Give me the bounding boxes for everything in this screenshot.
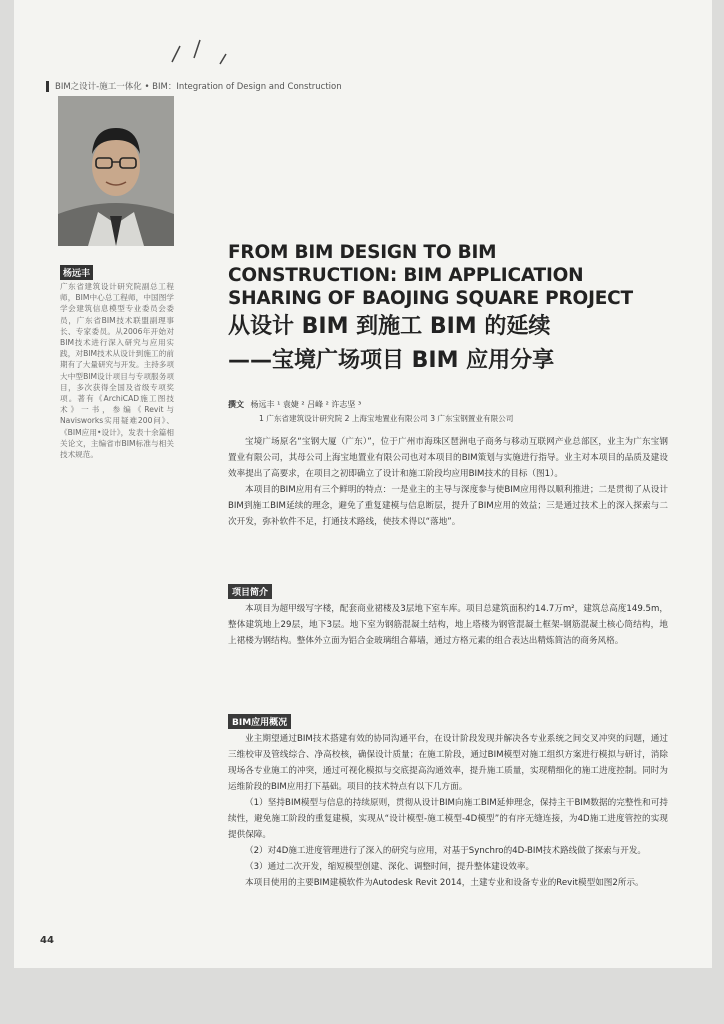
paragraph: 本项目的BIM应用有三个鲜明的特点：一是业主的主导与深度参与使BIM应用得以顺利推进；二是贯彻了从设计BIM到施工BIM延续的理念，避免了重复建模与信息断层，提升了BIM应用的效益；三是通过技术上的深入探索与二次开发，弥补软件不足，打通技术路线，使技术得以“落地”。 bbox=[228, 485, 668, 527]
author-bio: 广东省建筑设计研究院副总工程师，BIM中心总工程师，中国图学学会建筑信息模型专业委员会委员，广东省BIM技术联盟副理事长、专家委员。从2006年开始对BIM技术进行深入研究与应用实践，对BIM技术从设计到施工的前期有了大量研究与开发。主持多项大中型BIM设计项目与专项服务项目，多次获得全国及省级专项奖项。著有《ArchiCAD施工图技术》一书，参编《Revit与Navisworks实用疑难200问》、《BIM应用•设计》，发表十余篇相关论文，主编省市BIM标准与相关技术规范。 bbox=[60, 282, 174, 460]
paragraph: （2）对4D施工进度管理进行了深入的研究与应用，对基于Synchro的4D-BIM技术路线做了探索与开发。 bbox=[245, 846, 647, 856]
running-head-marker bbox=[46, 81, 49, 92]
article-subtitle-chinese: ——宝境广场项目 BIM 应用分享 bbox=[228, 348, 555, 373]
authors-names: 杨远丰 ¹ 袁婕 ² 吕峰 ² 许志坚 ³ bbox=[250, 400, 362, 409]
paragraph: 业主期望通过BIM技术搭建有效的协同沟通平台，在设计阶段发现并解决各专业系统之间交叉冲突的问题，通过三维校审及管线综合、净高校核，确保设计质量；在施工阶段，通过BIM模型对施工组织方案进行模拟与研讨，消除现场各专业施工的冲突，通过可视化模拟与交底提高沟通效率，提升施工质量，实现精细化的施工进度控制。同时为运维阶段的BIM应用打下基础。项目的技术特点有以下几方面。 bbox=[228, 734, 668, 792]
pen-scribble bbox=[160, 28, 250, 68]
bim-overview-section bbox=[228, 731, 668, 891]
running-head-text: BIM之设计-施工一体化 • BIM：Integration of Design and Construction bbox=[55, 82, 342, 92]
paragraph: 本项目为超甲级写字楼，配套商业裙楼及3层地下室车库。项目总建筑面积约14.7万m²，建筑总高度149.5m，整体建筑地上29层，地下3层。地下室为钢筋混凝土结构，地上塔楼为钢管混凝土框架-钢筋混凝土核心筒结构，地上裙楼为钢结构。整体外立面为铝合金玻璃组合幕墙，通过方格元素的组合表达出精炼简洁的商务风格。 bbox=[228, 604, 668, 646]
author-name-label: 杨远丰 bbox=[60, 265, 93, 280]
author-line bbox=[228, 399, 361, 410]
paragraph: 宝境广场原名“宝钢大厦（广东）”，位于广州市海珠区琶洲电子商务与移动互联网产业总部区，业主为广东宝钢置业有限公司，其母公司上海宝地置业有限公司也对本项目的BIM策划与实施进行指导。业主对本项目的品质及建设效率提出了高要求，在项目之初即确立了设计和施工阶段均应用BIM技术的目标（图1）。 bbox=[228, 437, 668, 479]
article-title-chinese: 从设计 BIM 到施工 BIM 的延续 bbox=[228, 314, 551, 339]
paragraph: （1）坚持BIM模型与信息的持续原则，贯彻从设计BIM向施工BIM延伸理念，保持主干BIM数据的完整性和可持续性，避免施工阶段的重复建模，实现从“设计模型-施工模型-4D模型”的有序无缝连接，为4D施工进度管控的实现提供保障。 bbox=[228, 798, 668, 840]
running-head bbox=[46, 79, 342, 93]
paragraph: （3）通过二次开发，缩短模型创建、深化、调整时间，提升整体建设效率。 bbox=[245, 862, 535, 872]
page-number: 44 bbox=[40, 935, 54, 946]
section-heading-bim-overview: BIM应用概况 bbox=[228, 714, 291, 729]
author-photo bbox=[58, 96, 174, 246]
intro-section bbox=[228, 434, 668, 530]
author-affiliations: 1 广东省建筑设计研究院 2 上海宝地置业有限公司 3 广东宝钢置业有限公司 bbox=[259, 414, 514, 423]
paragraph: 本项目使用的主要BIM建模软件为Autodesk Revit 2014，土建专业和设备专业的Revit模型如图2所示。 bbox=[245, 878, 644, 888]
authors-label: 撰文 bbox=[228, 400, 244, 409]
project-intro-section bbox=[228, 601, 668, 649]
article-title-english: FROM BIM DESIGN TO BIM CONSTRUCTION: BIM APPLICATION SHARING OF BAOJING SQUARE PROJECT bbox=[228, 242, 633, 309]
section-heading-project-intro: 项目简介 bbox=[228, 584, 272, 599]
